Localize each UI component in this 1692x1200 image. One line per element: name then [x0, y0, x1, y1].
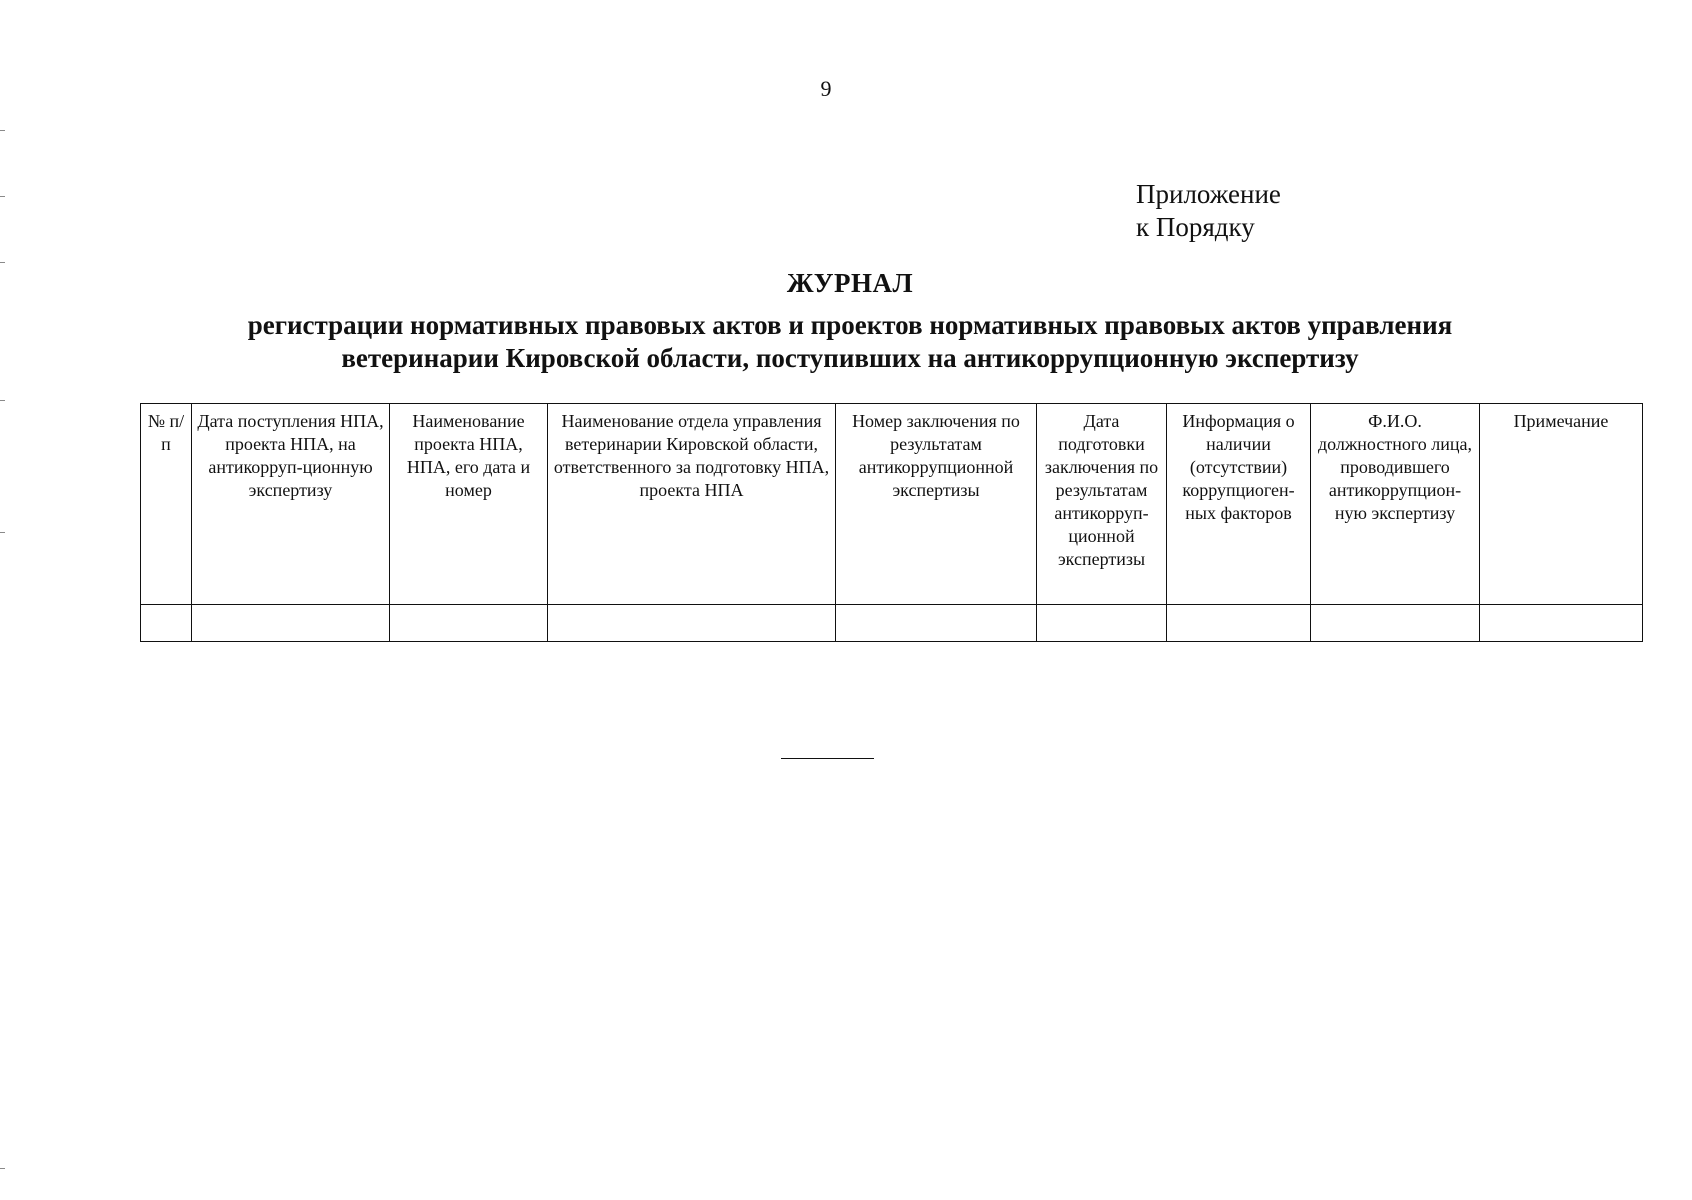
page-number: 9 [820, 76, 832, 101]
table-cell [1037, 605, 1167, 642]
header-responsible-department: Наименование отдела управления ветеринарии Кировской области, ответственного за подготовку НПА, проекта НПА [548, 404, 836, 605]
document-title: ЖУРНАЛ [786, 268, 914, 298]
document-subtitle: регистрации нормативных правовых актов и проектов нормативных правовых актов управления ветеринарии Кировской области, поступивших на антикоррупционную экспертизу [247, 310, 1453, 373]
header-conclusion-date: Дата подготовки заключения по результатам антикорруп-ционной экспертизы [1037, 404, 1167, 605]
header-note: Примечание [1480, 404, 1643, 605]
table-cell [836, 605, 1037, 642]
registration-journal-table [140, 403, 1643, 642]
header-conclusion-number: Номер заключения по результатам антикоррупционной экспертизы [836, 404, 1037, 605]
table-cell [548, 605, 836, 642]
table-cell [1311, 605, 1480, 642]
header-act-name: Наименование проекта НПА, НПА, его дата и номер [390, 404, 548, 605]
table-row [141, 605, 1643, 642]
scan-margin-mark [0, 400, 5, 401]
table-cell [390, 605, 548, 642]
appendix-note [1136, 178, 1281, 244]
table-header-row [141, 404, 1643, 605]
table-cell [192, 605, 390, 642]
header-corruption-factors: Информация о наличии (отсутствии) коррупциоген-ных факторов [1167, 404, 1311, 605]
scan-margin-mark [0, 196, 5, 197]
header-number: № п/п [141, 404, 192, 605]
scan-margin-mark [0, 532, 5, 533]
scan-margin-mark [0, 130, 5, 131]
table-cell [141, 605, 192, 642]
table-cell [1167, 605, 1311, 642]
header-receipt-date: Дата поступления НПА, проекта НПА, на антикорруп-ционную экспертизу [192, 404, 390, 605]
end-divider-line [781, 758, 874, 759]
header-expert-name: Ф.И.О. должностного лица, проводившего антикоррупцион-ную экспертизу [1311, 404, 1480, 605]
scan-margin-mark [0, 262, 5, 263]
table-cell [1480, 605, 1643, 642]
appendix-line-2: к Порядку [1136, 212, 1255, 242]
scan-margin-mark [0, 1168, 5, 1169]
appendix-line-1: Приложение [1136, 179, 1281, 209]
